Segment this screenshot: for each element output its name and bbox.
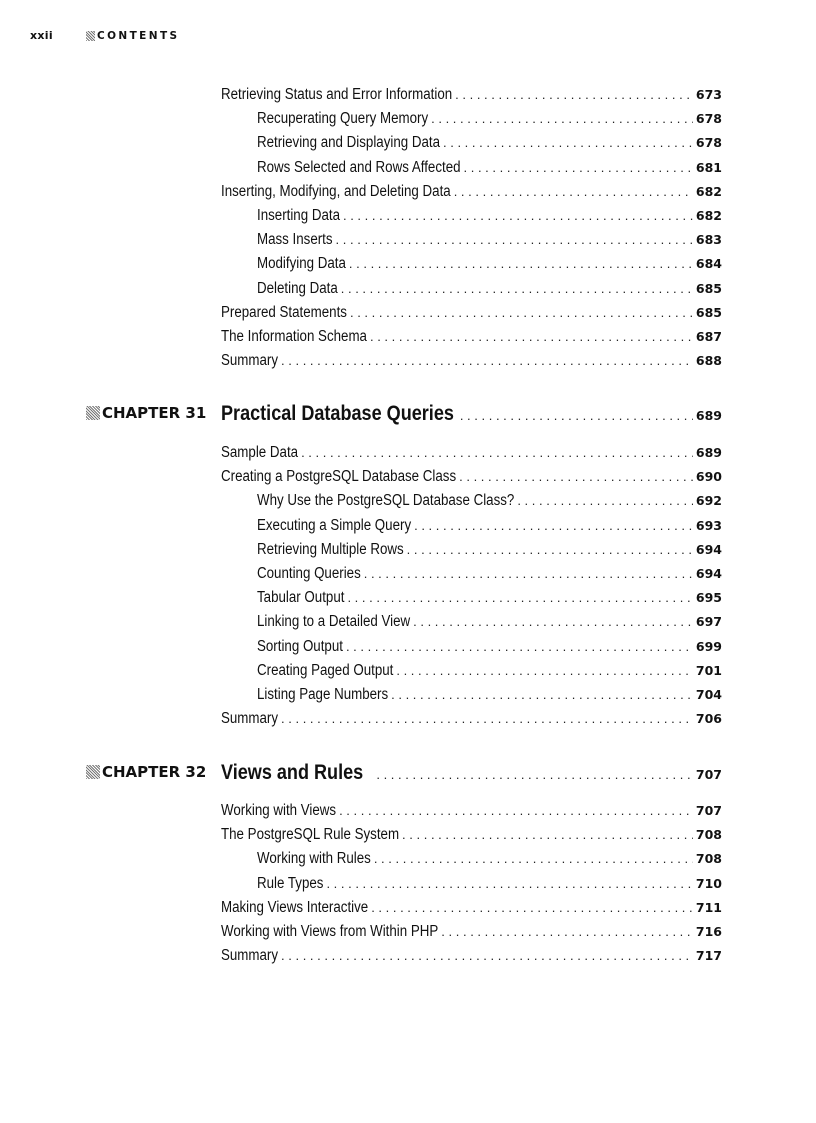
toc-entry[interactable] bbox=[221, 352, 722, 370]
toc-entry-page: 701 bbox=[695, 662, 722, 678]
toc-entry-page: 690 bbox=[695, 469, 722, 485]
dot-leader bbox=[281, 948, 693, 963]
toc-entry[interactable] bbox=[257, 850, 722, 868]
toc-entry-title: Working with Views from Within PHP bbox=[221, 923, 439, 940]
toc-entry-title: Summary bbox=[221, 947, 279, 965]
chapter-marker-icon bbox=[86, 406, 100, 420]
toc-entry-title: Working with Rules bbox=[257, 850, 371, 868]
toc-entry-title: Executing a Simple Query bbox=[257, 516, 412, 534]
toc-entry-page: 699 bbox=[695, 638, 722, 654]
toc-entry-title: Creating a PostgreSQL Database Class bbox=[221, 468, 457, 486]
toc-entry-title: Inserting Data bbox=[257, 207, 340, 224]
dot-leader bbox=[455, 87, 693, 102]
toc-entry[interactable] bbox=[257, 589, 722, 607]
toc-entry-page: 708 bbox=[695, 851, 722, 867]
toc-entry-page: 710 bbox=[695, 875, 722, 891]
toc-entry-title: Sorting Output bbox=[257, 637, 343, 655]
toc-entry[interactable] bbox=[257, 280, 722, 298]
chapter-32-title: Views and Rules bbox=[221, 761, 364, 784]
chapter-32-label-wrap bbox=[86, 763, 221, 781]
toc-entry-page: 697 bbox=[695, 614, 722, 630]
toc-entry-page: 716 bbox=[695, 924, 722, 939]
toc-entry-page: 689 bbox=[695, 445, 722, 460]
toc-entry[interactable] bbox=[257, 613, 722, 631]
toc-entry-title: Retrieving Multiple Rows bbox=[257, 540, 404, 558]
chapter-32-heading[interactable] bbox=[86, 761, 722, 785]
running-head bbox=[30, 29, 179, 42]
toc-entry-page: 717 bbox=[695, 948, 722, 964]
toc-entry[interactable] bbox=[257, 517, 722, 535]
toc-entry-page: 706 bbox=[695, 711, 722, 727]
page-number: xxii bbox=[30, 29, 53, 42]
toc-entry-title: Mass Inserts bbox=[257, 231, 333, 249]
toc-entry[interactable] bbox=[257, 638, 722, 656]
dot-leader bbox=[374, 851, 693, 866]
toc-entry-title: Listing Page Numbers bbox=[257, 686, 389, 703]
dot-leader bbox=[459, 469, 693, 484]
toc-entry[interactable] bbox=[257, 662, 722, 680]
toc-entry-page: 683 bbox=[695, 232, 722, 248]
toc-entry-title: Counting Queries bbox=[257, 565, 361, 582]
toc-entry-page: 694 bbox=[695, 541, 722, 557]
toc-entry[interactable] bbox=[221, 304, 722, 322]
dot-leader bbox=[336, 232, 693, 247]
toc-entry-title: Retrieving Status and Error Information bbox=[221, 86, 453, 103]
toc-entry-page: 678 bbox=[695, 135, 722, 151]
toc-entry[interactable] bbox=[221, 947, 722, 965]
dot-leader bbox=[364, 566, 693, 581]
toc-entry-title: Sample Data bbox=[221, 444, 299, 461]
dot-leader bbox=[431, 111, 693, 126]
toc-entry[interactable] bbox=[221, 710, 722, 728]
dot-leader bbox=[464, 160, 693, 175]
dot-leader bbox=[460, 408, 693, 423]
chapter-marker-icon bbox=[86, 765, 100, 779]
toc-entry-page: 688 bbox=[695, 353, 722, 369]
toc-entry-title: Tabular Output bbox=[257, 589, 345, 607]
toc-entry[interactable] bbox=[257, 686, 722, 704]
toc-entry-title: The PostgreSQL Rule System bbox=[221, 826, 400, 844]
dot-leader bbox=[343, 208, 693, 223]
chapter-31-page: 689 bbox=[695, 408, 722, 423]
toc-entry-title: Rule Types bbox=[257, 874, 324, 892]
toc-entry[interactable] bbox=[257, 207, 722, 225]
toc-entry-page: 695 bbox=[695, 590, 722, 606]
toc-entry-title: Working with Views bbox=[221, 802, 337, 819]
toc-entry-title: Linking to a Detailed View bbox=[257, 613, 411, 631]
dot-leader bbox=[339, 803, 693, 818]
toc-entry[interactable] bbox=[221, 826, 722, 844]
toc-entry-title: Prepared Statements bbox=[221, 303, 347, 321]
section-marker-icon bbox=[86, 31, 95, 41]
toc-entry[interactable] bbox=[221, 86, 722, 104]
dot-leader bbox=[346, 639, 693, 654]
toc-entry-title: Summary bbox=[221, 352, 279, 370]
toc-entry[interactable] bbox=[257, 492, 722, 510]
toc-entry-page: 711 bbox=[695, 899, 722, 915]
toc-entry-title: Making Views Interactive bbox=[221, 898, 369, 916]
toc-entry[interactable] bbox=[221, 923, 722, 941]
toc-entry-page: 707 bbox=[695, 803, 722, 818]
toc-entry[interactable] bbox=[257, 565, 722, 583]
toc-entry-title: The Information Schema bbox=[221, 328, 367, 345]
dot-leader bbox=[454, 184, 693, 199]
toc-entry-title: Deleting Data bbox=[257, 279, 338, 297]
chapter-31-label: CHAPTER 31 bbox=[102, 404, 207, 422]
toc-entry[interactable] bbox=[221, 183, 722, 201]
toc-entry-page: 681 bbox=[695, 159, 722, 175]
dot-leader bbox=[376, 767, 693, 782]
dot-leader bbox=[517, 493, 693, 508]
section-title: CONTENTS bbox=[97, 29, 180, 42]
toc-entry[interactable] bbox=[221, 328, 722, 346]
toc-entry-page: 704 bbox=[695, 687, 722, 702]
toc-entry[interactable] bbox=[221, 444, 722, 462]
toc-entry[interactable] bbox=[257, 110, 722, 128]
toc-entry-title: Summary bbox=[221, 710, 279, 728]
chapter-32-label: CHAPTER 32 bbox=[102, 763, 207, 781]
dot-leader bbox=[441, 924, 693, 939]
toc-entry-page: 682 bbox=[695, 208, 722, 223]
dot-leader bbox=[402, 827, 693, 842]
toc-entry[interactable] bbox=[257, 231, 722, 249]
dot-leader bbox=[443, 135, 693, 150]
toc-entry[interactable] bbox=[257, 875, 722, 893]
toc-entry-title: Rows Selected and Rows Affected bbox=[257, 158, 461, 176]
dot-leader bbox=[349, 256, 693, 271]
dot-leader bbox=[281, 711, 693, 726]
chapter-32-page: 707 bbox=[695, 767, 722, 782]
toc-entry-page: 678 bbox=[695, 111, 722, 127]
toc-entry-page: 708 bbox=[695, 827, 722, 843]
toc-entry[interactable] bbox=[221, 899, 722, 917]
dot-leader bbox=[301, 445, 693, 460]
toc-entry-title: Retrieving and Displaying Data bbox=[257, 134, 441, 152]
chapter-31-label-wrap bbox=[86, 404, 221, 422]
dot-leader bbox=[396, 663, 693, 678]
dot-leader bbox=[350, 305, 693, 320]
dot-leader bbox=[391, 687, 693, 702]
toc-entry-title: Modifying Data bbox=[257, 255, 346, 273]
toc-entry[interactable] bbox=[257, 134, 722, 152]
toc-entry[interactable] bbox=[257, 159, 722, 177]
chapter-31-heading[interactable] bbox=[86, 402, 722, 426]
toc-entry-title: Inserting, Modifying, and Deleting Data bbox=[221, 182, 451, 200]
dot-leader bbox=[347, 590, 692, 605]
dot-leader bbox=[281, 353, 693, 368]
toc-entry-page: 684 bbox=[695, 256, 722, 272]
toc-entry-title: Creating Paged Output bbox=[257, 661, 394, 679]
chapter-31-title: Practical Database Queries bbox=[221, 402, 454, 425]
dot-leader bbox=[341, 281, 693, 296]
toc-entry[interactable] bbox=[257, 255, 722, 273]
dot-leader bbox=[326, 876, 692, 891]
toc-entry-page: 694 bbox=[695, 566, 722, 581]
toc-entry-title: Recuperating Query Memory bbox=[257, 110, 429, 128]
toc-entry[interactable] bbox=[221, 468, 722, 486]
toc-entry-page: 687 bbox=[695, 329, 722, 344]
toc-entry-page: 685 bbox=[695, 280, 722, 296]
toc-entry-page: 682 bbox=[695, 183, 722, 199]
toc-entry-page: 673 bbox=[695, 87, 722, 102]
toc-entry[interactable] bbox=[257, 541, 722, 559]
dot-leader bbox=[371, 900, 693, 915]
toc-entry-page: 685 bbox=[695, 304, 722, 320]
toc-entry[interactable] bbox=[221, 802, 722, 820]
dot-leader bbox=[370, 329, 693, 344]
dot-leader bbox=[414, 518, 693, 533]
toc-entry-page: 692 bbox=[695, 493, 722, 509]
toc-entry-title: Why Use the PostgreSQL Database Class? bbox=[257, 492, 515, 510]
dot-leader bbox=[413, 614, 693, 629]
toc-entry-page: 693 bbox=[695, 517, 722, 533]
dot-leader bbox=[407, 542, 693, 557]
